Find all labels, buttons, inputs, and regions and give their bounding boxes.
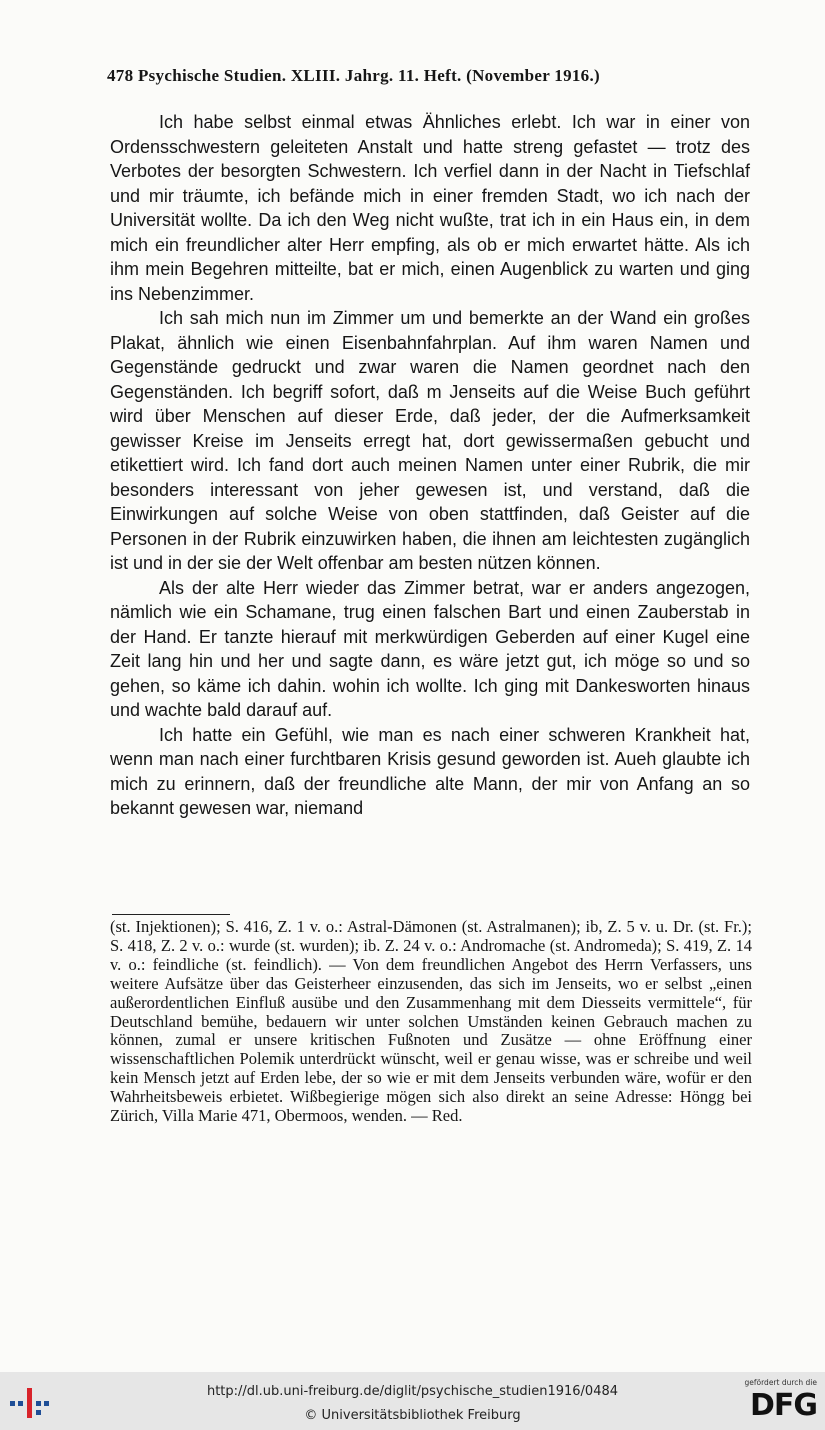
paragraph: Ich sah mich nun im Zimmer um und bemerkte an der Wand ein großes Plakat, ähnlich wie einen Eisenbahnfahrplan. Auf ihm waren Namen und Gegenstände gedruckt und zwar waren die Namen geordnet nach den Gegenständen. Ich begriff sofort, daß m Jenseits auf die Weise Buch geführt wird über Menschen auf dieser Erde, daß jeder, der die Aufmerksamkeit gewisser Kreise im Jenseits erregt hat, dort gewissermaßen gebucht und etikettiert wird. Ich fand dort auch meinen Namen unter einer Rubrik, die mir besonders interessant von jeher gewesen ist, und verstand, daß die Einwirkungen auf solche Weise von oben stattfinden, daß Geister auf die Personen in der Rubrik einzuwirken haben, die ihnen am leichtesten zugänglich ist und in der sie der Welt offenbar am besten nützen können. [110, 308, 750, 573]
running-header: 478 Psychische Studien. XLIII. Jahrg. 11. Heft. (November 1916.) [107, 66, 600, 85]
footnote: (st. Injektionen); S. 416, Z. 1 v. o.: Astral-Dämonen (st. Astralmanen); ib, Z. 5 v. u. Dr. (st. Fr.); S. 418, Z. 2 v. o.: wurde (st. wurden); ib. Z. 24 v. o.: Andromache (st. Andromeda); S. 419, Z. 14 v. o.: feindliche (st. feindlich). — Von dem freundlichen Angebot des Herrn Verfassers, uns weitere Aufsätze über das Geisterheer einzusenden, das sich im Jenseits, wo er selbst „einen außerordentlichen Einfluß ausübe und den Zusammenhang mit dem Diesseits vermittele“, für Deutschland bemühe, bedauern wir unter solchen Umständen keinen Gebrauch machen zu können, zumal er unsere kritischen Fußnoten und Zusätze — ohne Eröffnung einer wissenschaftlichen Polemik unterdrückt wünscht, weil er genau wisse, was er schreibe und weil kein Mensch jetzt auf Erden lebe, der so wie er mit dem Jenseits verbunden wäre, wofür er den Wahrheitsbeweis erbietet. Wißbegierige mögen sich also direkt an seine Adresse: Höngg bei Zürich, Villa Marie 471, Obermoos, wenden. — Red. [110, 917, 752, 1126]
paragraph: Ich habe selbst einmal etwas Ähnliches erlebt. Ich war in einer von Ordensschwestern geleiteten Anstalt und hatte streng gefastet — trotz des Verbotes der besorgten Schwestern. Ich verfiel dann in der Nacht in Tiefschlaf und mir träumte, ich befände mich in einer fremden Stadt, wo ich nach der Universität wollte. Da ich den Weg nicht wußte, trat ich in ein Haus ein, in dem mich ein freundlicher alter Herr empfing, als ob er mich erwartet hätte. Als ich ihm mein Begehren mitteilte, bat er mich, einen Augenblick zu warten und ging ins Nebenzimmer. [110, 112, 750, 304]
copyright-notice: © Universitätsbibliothek Freiburg [304, 1408, 521, 1423]
body-text [110, 110, 750, 821]
footer-bar [0, 1372, 825, 1430]
paragraph: Ich hatte ein Gefühl, wie man es nach einer schweren Krankheit hat, wenn man nach einer furchtbaren Krisis gesund geworden ist. Aueh glaubte ich mich zu erinnern, daß der freundliche alte Mann, der mir von Anfang an so bekannt gewesen war, niemand [110, 724, 750, 818]
dfg-logo [727, 1378, 817, 1426]
dfg-wordmark: DFG [749, 1388, 817, 1423]
paragraph: Als der alte Herr wieder das Zimmer betrat, war er anders angezogen, nämlich wie ein Schamane, trug einen falschen Bart und einen Zauberstab in der Hand. Er tanzte hierauf mit merkwürdigen Geberden auf einer Kugel eine Zeit lang hin und her und sagte dann, es wäre jetzt gut, ich möge so und so gehen, so käme ich dahin. wohin ich wollte. Ich ging mit Dankesworten hinaus und wachte bald darauf auf. [110, 577, 750, 720]
dfg-tagline: gefördert durch die [744, 1378, 817, 1387]
source-url-link[interactable]: http://dl.ub.uni-freiburg.de/diglit/psychische_studien1916/0484 [206, 1384, 619, 1399]
footnote-divider [112, 914, 230, 915]
